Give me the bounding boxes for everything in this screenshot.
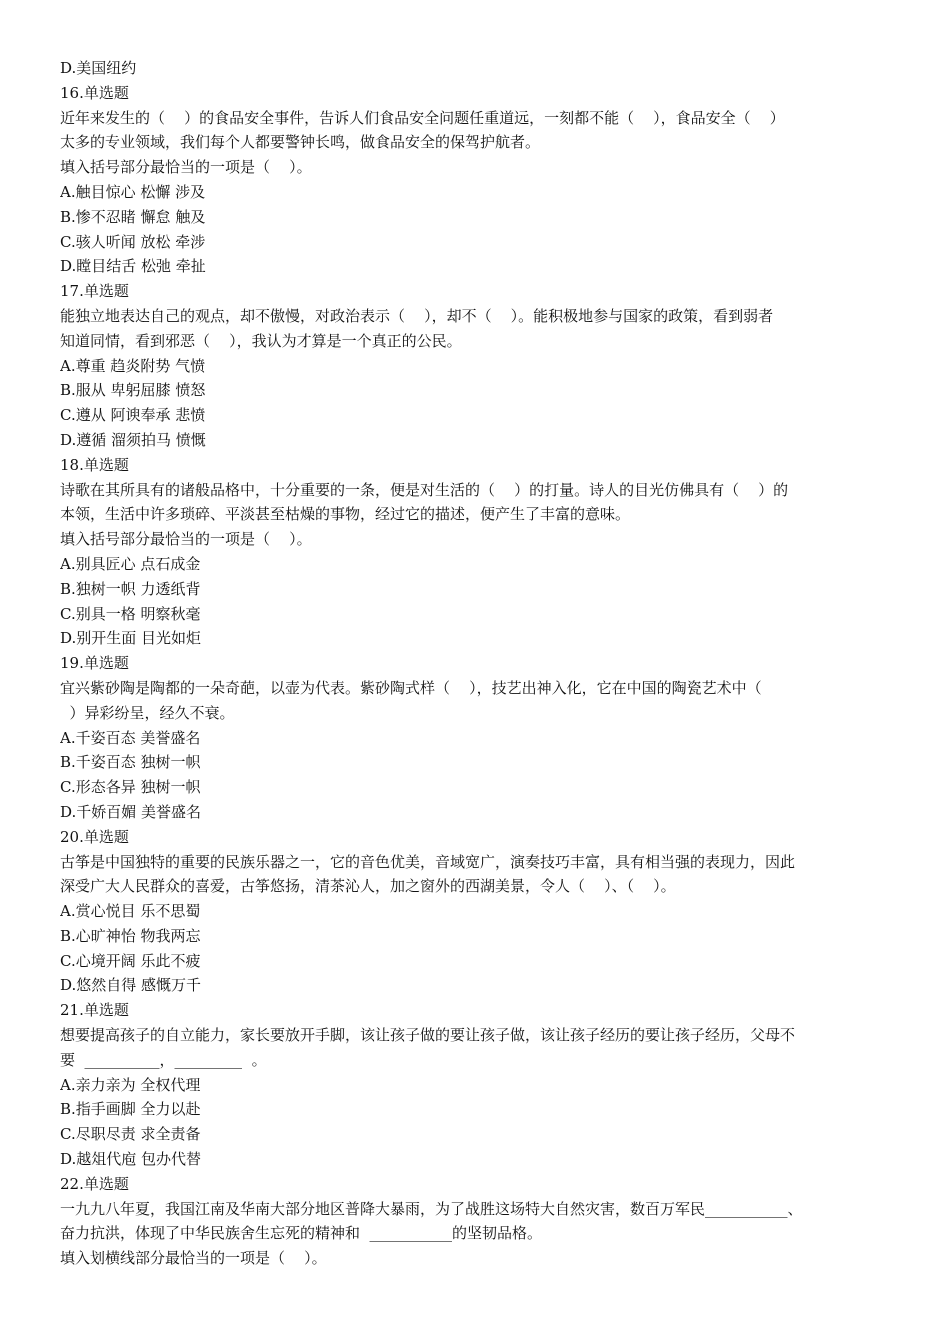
option-line: A.别具匠心 点石成金 [60, 554, 201, 573]
option-line: A.千姿百态 美誉盛名 [60, 728, 201, 747]
option-line: D.越俎代庖 包办代替 [60, 1150, 202, 1169]
question-prompt: 填入划横线部分最恰当的一项是（ ）。 [60, 1249, 327, 1268]
question-heading: 20.单选题 [60, 827, 129, 846]
question-prompt: 填入括号部分最恰当的一项是（ ）。 [60, 530, 312, 549]
option-line: C.遵从 阿谀奉承 悲愤 [60, 406, 206, 425]
question-text: 深受广大人民群众的喜爱，古筝悠扬，清茶沁人，加之窗外的西湖美景，令人（ ）、（ ）。 [60, 877, 676, 896]
question-heading: 18.单选题 [60, 455, 129, 474]
option-line: D.千娇百媚 美誉盛名 [60, 802, 202, 821]
question-text: 太多的专业领域，我们每个人都要警钟长鸣，做食品安全的保驾护航者。 [60, 133, 541, 152]
option-line: D.悠然自得 感慨万千 [60, 976, 202, 995]
option-line: C.心境开阔 乐此不疲 [60, 951, 201, 970]
question-text: 古筝是中国独特的重要的民族乐器之一，它的音色优美，音域宽广，演奏技巧丰富，具有相当强的表现力，因此 [60, 852, 796, 871]
question-text: 知道同情，看到邪恶（ ），我认为才算是一个真正的公民。 [60, 331, 462, 350]
question-text: 本领，生活中许多琐碎、平淡甚至枯燥的事物，经过它的描述，便产生了丰富的意味。 [60, 505, 631, 524]
option-line: C.别具一格 明察秋毫 [60, 604, 201, 623]
option-line: D.别开生面 目光如炬 [60, 629, 202, 648]
question-heading: 22.单选题 [60, 1174, 129, 1193]
option-line: C.形态各异 独树一帜 [60, 778, 201, 797]
option-line: A.触目惊心 松懈 涉及 [60, 182, 206, 201]
option-line: B.心旷神怡 物我两忘 [60, 926, 201, 945]
question-text: 能独立地表达自己的观点，却不傲慢，对政治表示（ ），却不（ ）。能积极地参与国家的政策，看到弱者 [60, 306, 774, 325]
option-line: D.遵循 溜须拍马 愤慨 [60, 430, 206, 449]
question-heading: 21.单选题 [60, 1001, 129, 1020]
option-line: A.尊重 趋炎附势 气愤 [60, 356, 206, 375]
question-text: 诗歌在其所具有的诸般品格中，十分重要的一条，便是对生活的（ ）的打量。诗人的目光仿佛具有（ ）的 [60, 480, 789, 499]
question-text: 近年来发生的（ ）的食品安全事件，告诉人们食品安全问题任重道远，一刻都不能（ ），食品安全（ ） [60, 108, 785, 127]
question-text: 要 __________，_________ 。 [60, 1050, 267, 1069]
question-prompt: 填入括号部分最恰当的一项是（ ）。 [60, 158, 312, 177]
option-line: C.尽职尽责 求全责备 [60, 1125, 201, 1144]
question-heading: 17.单选题 [60, 282, 129, 301]
question-text: ）异彩纷呈，经久不衰。 [60, 703, 235, 722]
question-text: 一九九八年夏，我国江南及华南大部分地区普降大暴雨，为了战胜这场特大自然灾害，数百万军民___________、 [60, 1199, 803, 1218]
option-line: B.指手画脚 全力以赴 [60, 1100, 201, 1119]
option-line: C.骇人听闻 放松 牵涉 [60, 232, 206, 251]
question-text: 宜兴紫砂陶是陶都的一朵奇葩，以壶为代表。紫砂陶式样（ ），技艺出神入化，它在中国的陶瓷艺术中（ [60, 678, 762, 697]
question-text: 想要提高孩子的自立能力，家长要放开手脚，该让孩子做的要让孩子做，该让孩子经历的要让孩子经历，父母不 [60, 1026, 796, 1045]
question-heading: 19.单选题 [60, 654, 129, 673]
option-line: A.亲力亲为 全权代理 [60, 1075, 201, 1094]
option-line: B.千姿百态 独树一帜 [60, 753, 201, 772]
option-line: B.独树一帜 力透纸背 [60, 579, 201, 598]
option-line: B.服从 卑躬屈膝 愤怒 [60, 381, 206, 400]
option-line: B.惨不忍睹 懈怠 触及 [60, 207, 206, 226]
option-line: D.美国纽约 [60, 59, 137, 77]
option-line: A.赏心悦目 乐不思蜀 [60, 902, 201, 921]
option-line: D.瞠目结舌 松弛 牵扯 [60, 257, 206, 276]
question-heading: 16.单选题 [60, 83, 129, 102]
question-text: 奋力抗洪，体现了中华民族舍生忘死的精神和 ___________的坚韧品格。 [60, 1224, 543, 1243]
